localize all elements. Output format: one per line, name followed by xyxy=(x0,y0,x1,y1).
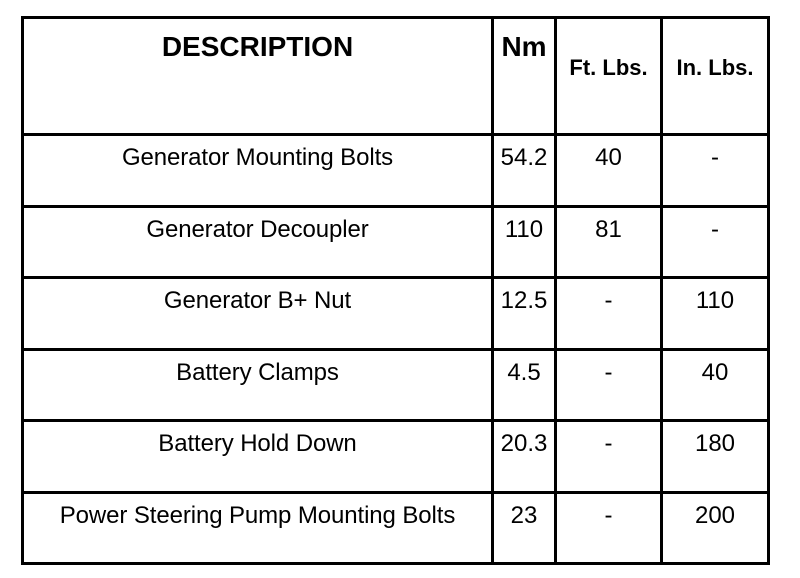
header-ft-lbs: Ft. Lbs. xyxy=(556,18,662,135)
table-row xyxy=(23,492,769,564)
cell-description: Generator B+ Nut xyxy=(23,278,493,350)
cell-description: Battery Clamps xyxy=(23,349,493,421)
cell-nm: 54.2 xyxy=(493,135,556,207)
cell-description: Battery Hold Down xyxy=(23,421,493,493)
cell-in-lbs: - xyxy=(662,206,769,278)
cell-ft-lbs: - xyxy=(556,492,662,564)
cell-description: Generator Decoupler xyxy=(23,206,493,278)
table-row xyxy=(23,135,769,207)
header-row xyxy=(23,18,769,135)
cell-in-lbs: 200 xyxy=(662,492,769,564)
cell-description: Generator Mounting Bolts xyxy=(23,135,493,207)
cell-ft-lbs: 81 xyxy=(556,206,662,278)
cell-ft-lbs: - xyxy=(556,278,662,350)
header-nm: Nm xyxy=(493,18,556,135)
cell-nm: 4.5 xyxy=(493,349,556,421)
cell-in-lbs: 180 xyxy=(662,421,769,493)
table-row xyxy=(23,206,769,278)
cell-nm: 110 xyxy=(493,206,556,278)
cell-ft-lbs: 40 xyxy=(556,135,662,207)
cell-description: Power Steering Pump Mounting Bolts xyxy=(23,492,493,564)
cell-in-lbs: 40 xyxy=(662,349,769,421)
cell-in-lbs: - xyxy=(662,135,769,207)
header-in-lbs: In. Lbs. xyxy=(662,18,769,135)
table-row xyxy=(23,421,769,493)
cell-nm: 23 xyxy=(493,492,556,564)
table-row xyxy=(23,278,769,350)
table-row xyxy=(23,349,769,421)
cell-ft-lbs: - xyxy=(556,421,662,493)
cell-in-lbs: 110 xyxy=(662,278,769,350)
cell-nm: 20.3 xyxy=(493,421,556,493)
torque-spec-table xyxy=(21,16,770,565)
cell-ft-lbs: - xyxy=(556,349,662,421)
cell-nm: 12.5 xyxy=(493,278,556,350)
header-description: DESCRIPTION xyxy=(23,18,493,135)
